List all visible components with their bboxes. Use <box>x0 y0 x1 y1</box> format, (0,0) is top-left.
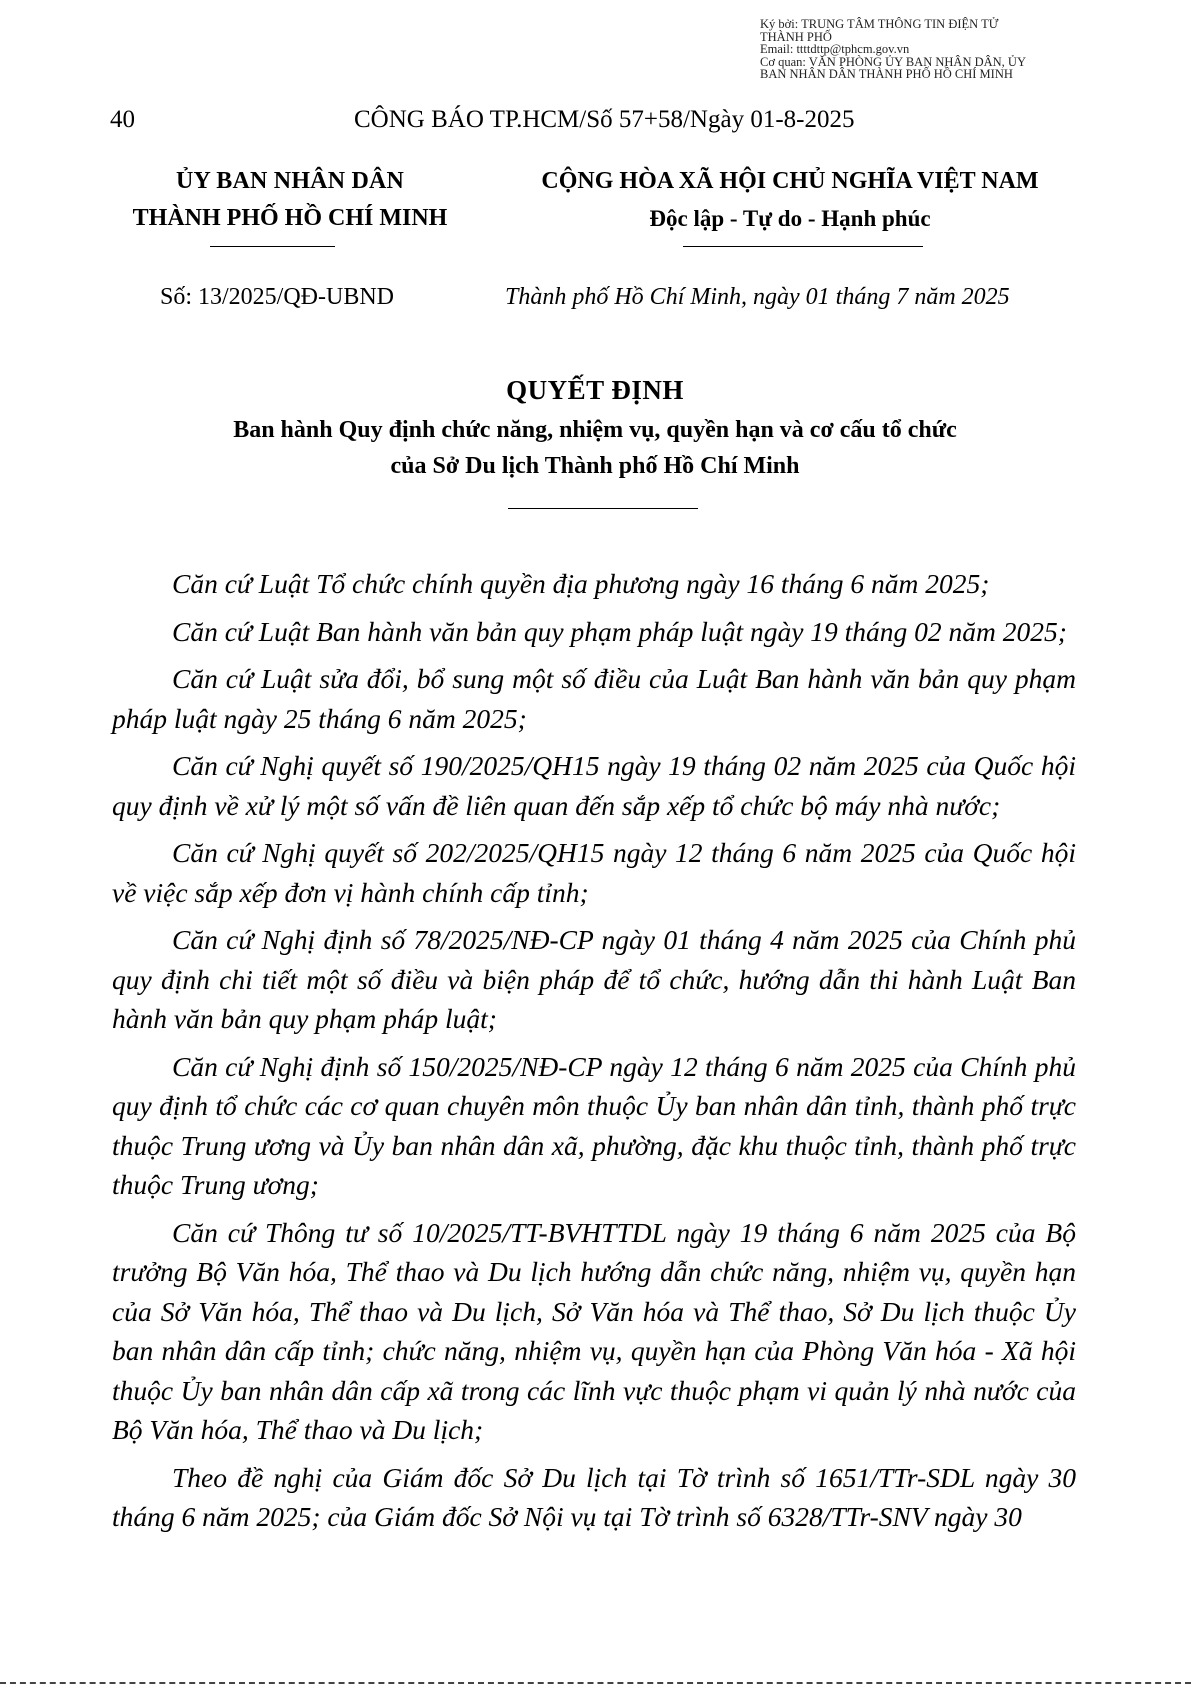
gazette-title: CÔNG BÁO TP.HCM/Số 57+58/Ngày 01-8-2025 <box>354 106 855 133</box>
document-body <box>112 564 1076 1545</box>
digital-signature-info <box>760 18 1170 81</box>
signature-agency-cont: BAN NHÂN DÂN THÀNH PHỐ HỒ CHÍ MINH <box>760 67 1013 81</box>
nation-name: CỘNG HÒA XÃ HỘI CHỦ NGHĨA VIỆT NAM <box>541 168 1039 194</box>
issuer-line1: ỦY BAN NHÂN DÂN <box>175 168 405 194</box>
paragraph: Căn cứ Luật Ban hành văn bản quy phạm pháp luật ngày 19 tháng 02 năm 2025; <box>172 615 1067 647</box>
issuer-line2: THÀNH PHỐ HỒ CHÍ MINH <box>132 205 448 231</box>
signature-agency: Cơ quan: VĂN PHÒNG ỦY BAN NHÂN DÂN, ỦY <box>760 54 1026 69</box>
page-bottom-edge <box>0 1682 1191 1684</box>
paragraph: Căn cứ Thông tư số 10/2025/TT-BVHTTDL ngày 19 tháng 6 năm 2025 của Bộ trưởng Bộ Văn hóa, Thể thao và Du lịch hướng dẫn chức năng, nhiệm vụ, quyền hạn của Sở Văn hóa, Thể thao và Du lịch, Sở Văn hóa và Thể thao, Sở Du lịch thuộc Ủy ban nhân dân cấp tỉnh; chức năng, nhiệm vụ, quyền hạn của Phòng Văn hóa - Xã hội thuộc Ủy ban nhân dân cấp xã trong các lĩnh vực thuộc phạm vi quản lý nhà nước của Bộ Văn hóa, Thể thao và Du lịch; <box>112 1216 1076 1445</box>
paragraph: Căn cứ Luật sửa đổi, bổ sung một số điều của Luật Ban hành văn bản quy phạm pháp luật ngày 25 tháng 6 năm 2025; <box>112 663 1076 734</box>
page-number: 40 <box>110 106 135 133</box>
paragraph: Căn cứ Nghị định số 150/2025/NĐ-CP ngày 12 tháng 6 năm 2025 của Chính phủ quy định tổ chức các cơ quan chuyên môn thuộc Ủy ban nhân dân tỉnh, thành phố trực thuộc Trung ương và Ủy ban nhân dân xã, phường, đặc khu thuộc tỉnh, thành phố trực thuộc Trung ương; <box>112 1050 1076 1200</box>
document-subtitle <box>100 412 1090 484</box>
paragraph: Căn cứ Nghị định số 78/2025/NĐ-CP ngày 01 tháng 4 năm 2025 của Chính phủ quy định chi tiết một số điều và biện pháp để tổ chức, hướng dẫn thi hành Luật Ban hành văn bản quy phạm pháp luật; <box>112 924 1076 1034</box>
motto-underline <box>683 246 923 247</box>
document-title: QUYẾT ĐỊNH <box>506 375 684 405</box>
nation-motto: Độc lập - Tự do - Hạnh phúc <box>649 206 931 231</box>
signature-signer: Ký bởi: TRUNG TÂM THÔNG TIN ĐIỆN TỬ <box>760 17 999 31</box>
signature-email: Email: ttttdttp@tphcm.gov.vn <box>760 42 910 56</box>
national-heading <box>490 163 1090 237</box>
title-underline <box>508 508 698 509</box>
paragraph: Theo đề nghị của Giám đốc Sở Du lịch tại Tờ trình số 1651/TTr-SDL ngày 30 tháng 6 năm 2025; của Giám đốc Sở Nội vụ tại Tờ trình số 6328/TTr-SNV ngày 30 <box>112 1461 1076 1532</box>
issuer-underline <box>210 246 335 247</box>
paragraph: Căn cứ Nghị quyết số 190/2025/QH15 ngày 19 tháng 02 năm 2025 của Quốc hội quy định về xử lý một số vấn đề liên quan đến sắp xếp tổ chức bộ máy nhà nước; <box>112 750 1076 821</box>
document-date: Thành phố Hồ Chí Minh, ngày 01 tháng 7 năm 2025 <box>505 284 1010 310</box>
paragraph: Căn cứ Nghị quyết số 202/2025/QH15 ngày 12 tháng 6 năm 2025 của Quốc hội về việc sắp xếp đơn vị hành chính cấp tỉnh; <box>112 837 1076 908</box>
issuing-authority <box>100 163 480 237</box>
signature-signer-cont: THÀNH PHỐ <box>760 29 832 44</box>
subtitle-line-2: của Sở Du lịch Thành phố Hồ Chí Minh <box>390 453 800 479</box>
paragraph: Căn cứ Luật Tổ chức chính quyền địa phương ngày 16 tháng 6 năm 2025; <box>172 568 990 599</box>
document-number: Số: 13/2025/QĐ-UBND <box>160 284 395 310</box>
subtitle-line-1: Ban hành Quy định chức năng, nhiệm vụ, quyền hạn và cơ cấu tổ chức <box>233 417 957 443</box>
document-title-block <box>100 372 1090 484</box>
gazette-header <box>110 106 1070 136</box>
